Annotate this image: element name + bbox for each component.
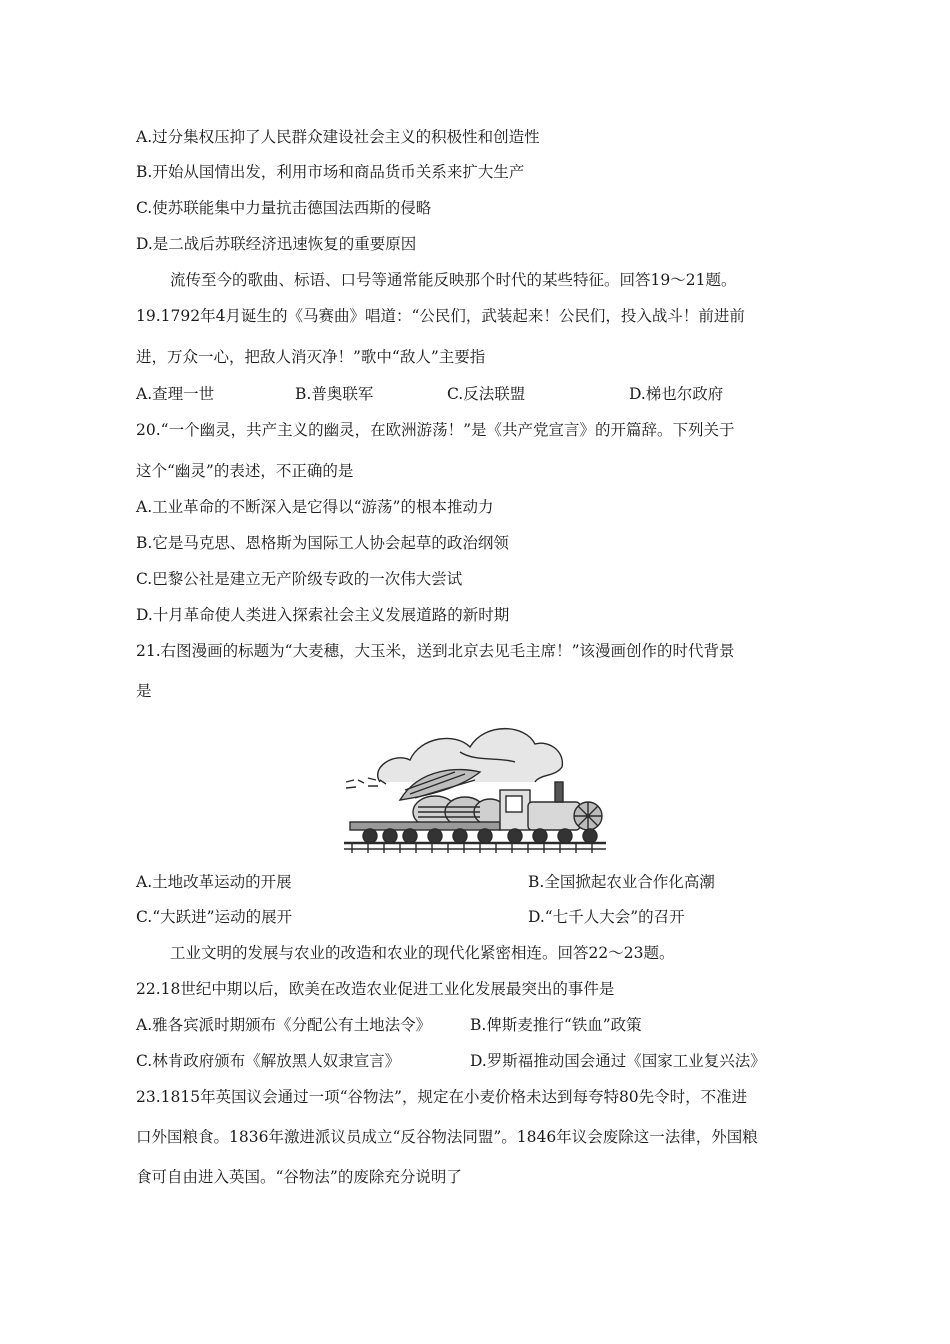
q22-option-b: B.俾斯麦推行“铁血”政策 bbox=[470, 1016, 642, 1034]
q23-stem-line3: 食可自由进入英国。“谷物法”的废除充分说明了 bbox=[136, 1168, 462, 1186]
q18-option-a: A.过分集权压抑了人民群众建设社会主义的积极性和创造性 bbox=[136, 128, 540, 146]
q23-stem-line2: 口外国粮食。1836年激进派议员成立“反谷物法同盟”。1846年议会废除这一法律，外国粮 bbox=[136, 1128, 758, 1146]
q19-option-c: C.反法联盟 bbox=[447, 385, 526, 403]
intro-19-21: 流传至今的歌曲、标语、口号等通常能反映那个时代的某些特征。回答19～21题。 bbox=[170, 271, 737, 289]
q22-stem: 22.18世纪中期以后，欧美在改造农业促进工业化发展最突出的事件是 bbox=[136, 980, 615, 998]
q19-stem-line1: 19.1792年4月诞生的《马赛曲》唱道：“公民们，武装起来！公民们，投入战斗！前进前 bbox=[136, 307, 745, 325]
q21-stem-line2: 是 bbox=[136, 682, 152, 700]
q21-option-d: D.“七千人大会”的召开 bbox=[528, 908, 685, 926]
q20-stem-line2: 这个“幽灵”的表述，不正确的是 bbox=[136, 462, 354, 480]
q22-option-c: C.林肯政府颁布《解放黑人奴隶宣言》 bbox=[136, 1052, 401, 1070]
q20-stem-line1: 20.“一个幽灵，共产主义的幽灵，在欧洲游荡！”是《共产党宣言》的开篇辞。下列关于 bbox=[136, 421, 735, 439]
q20-option-b: B.它是马克思、恩格斯为国际工人协会起草的政治纲领 bbox=[136, 534, 509, 552]
q18-option-d: D.是二战后苏联经济迅速恢复的重要原因 bbox=[136, 235, 417, 253]
q21-option-b: B.全国掀起农业合作化高潮 bbox=[528, 873, 715, 891]
q20-option-d: D.十月革命使人类进入探索社会主义发展道路的新时期 bbox=[136, 606, 510, 624]
q23-stem-line1: 23.1815年英国议会通过一项“谷物法”，规定在小麦价格未达到每夸特80先令时，不准进 bbox=[136, 1088, 748, 1106]
q19-option-a: A.查理一世 bbox=[136, 385, 215, 403]
q22-option-a: A.雅各宾派时期颁布《分配公有土地法令》 bbox=[136, 1016, 432, 1034]
intro-22-23: 工业文明的发展与农业的改造和农业的现代化紧密相连。回答22～23题。 bbox=[170, 944, 675, 962]
q21-option-a: A.土地改革运动的开展 bbox=[136, 873, 292, 891]
q18-option-b: B.开始从国情出发，利用市场和商品货币关系来扩大生产 bbox=[136, 163, 525, 181]
q19-option-b: B.普奥联军 bbox=[295, 385, 374, 403]
q19-option-d: D.梯也尔政府 bbox=[629, 385, 724, 403]
train-harvest-cartoon bbox=[340, 712, 608, 858]
q22-option-d: D.罗斯福推动国会通过《国家工业复兴法》 bbox=[470, 1052, 766, 1070]
q20-option-a: A.工业革命的不断深入是它得以“游荡”的根本推动力 bbox=[136, 498, 494, 516]
q19-stem-line2: 进，万众一心，把敌人消灭净！”歌中“敌人”主要指 bbox=[136, 348, 486, 366]
q18-option-c: C.使苏联能集中力量抗击德国法西斯的侵略 bbox=[136, 199, 432, 217]
q21-option-c: C.“大跃进”运动的展开 bbox=[136, 908, 293, 926]
q20-option-c: C.巴黎公社是建立无产阶级专政的一次伟大尝试 bbox=[136, 570, 463, 588]
q21-stem-line1: 21.右图漫画的标题为“大麦穗，大玉米，送到北京去见毛主席！”该漫画创作的时代背景 bbox=[136, 642, 735, 660]
